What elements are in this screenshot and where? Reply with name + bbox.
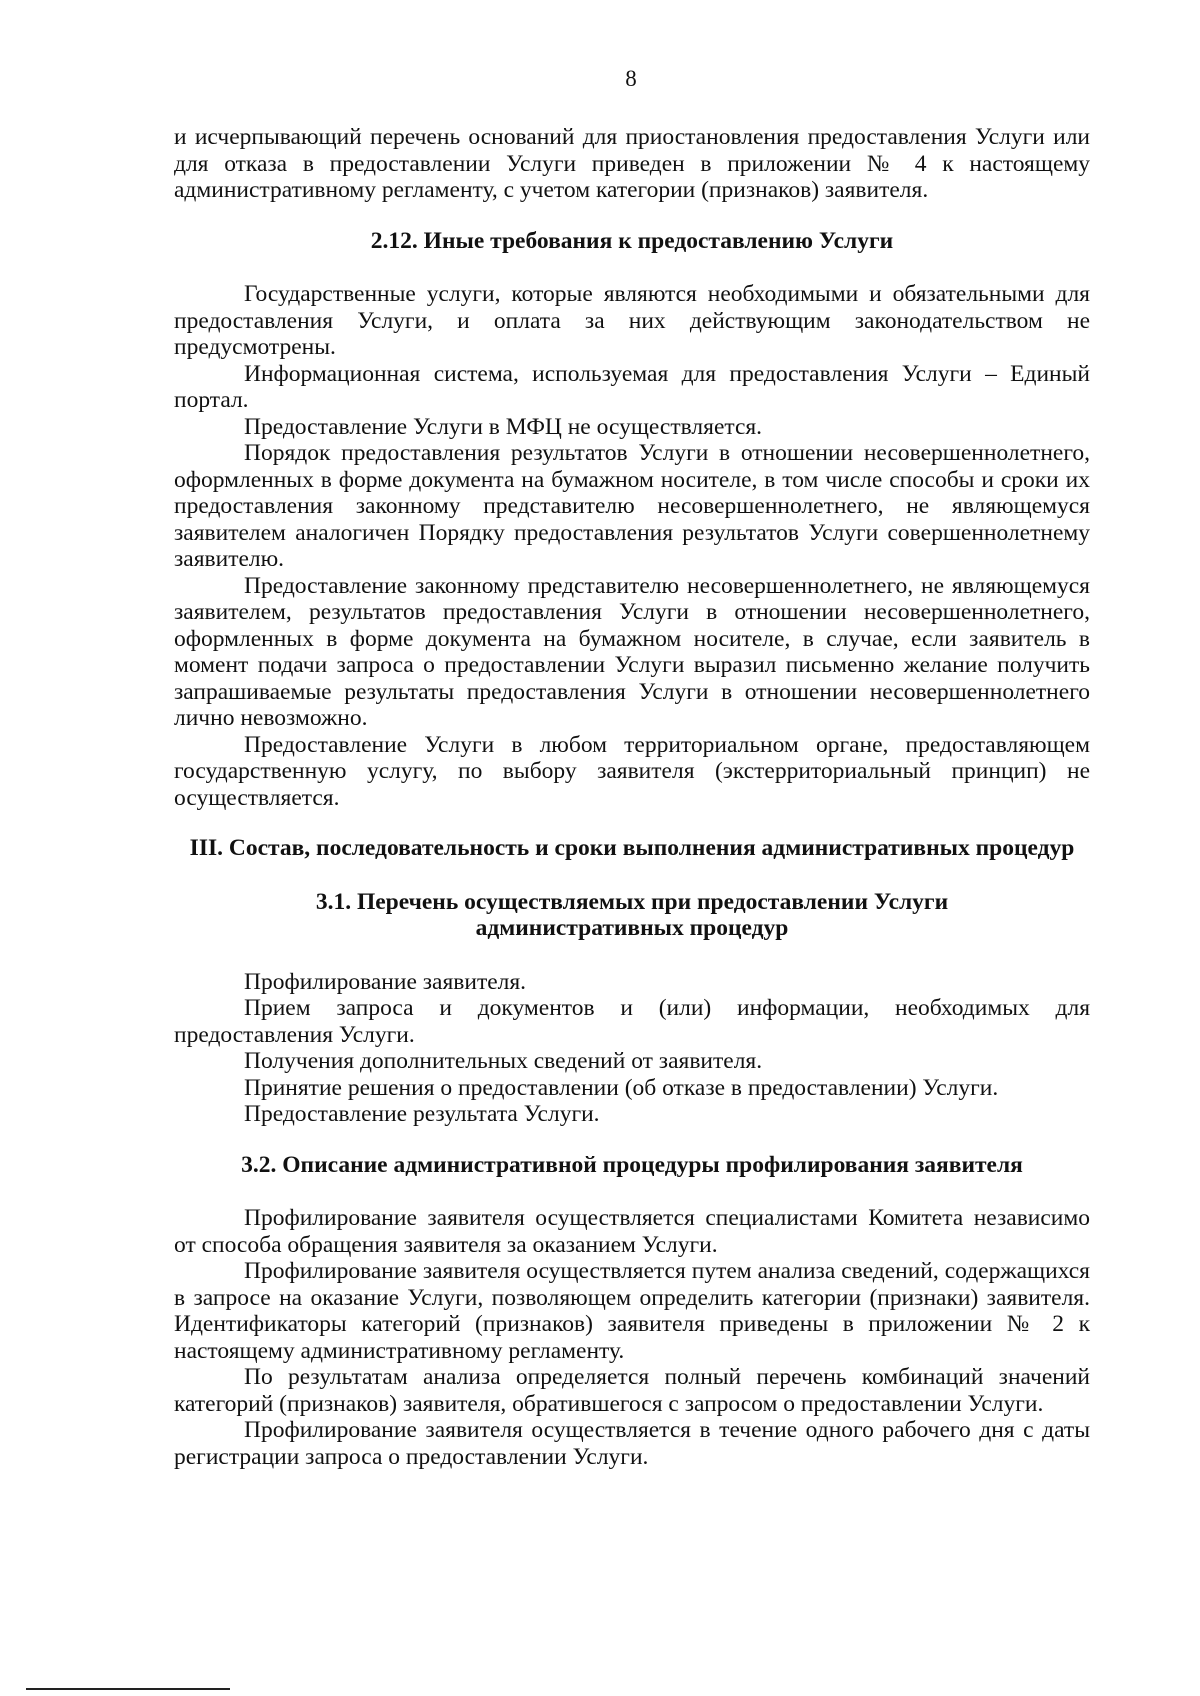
paragraph: Профилирование заявителя осуществляется специалистами Комитета независимо от способа обращения заявителя за оказанием Услуги. xyxy=(174,1205,1090,1258)
section-heading-3-1: 3.1. Перечень осуществляемых при предоставлении Услуги административных процедур xyxy=(315,888,949,941)
page-number: 8 xyxy=(625,66,637,91)
paragraph: По результатам анализа определяется полный перечень комбинаций значений категорий (признаков) заявителя, обратившегося с запросом о предоставлении Услуги. xyxy=(174,1364,1090,1417)
section-heading-3-2: 3.2. Описание административной процедуры профилирования заявителя xyxy=(241,1151,1023,1178)
list-item: Профилирование заявителя. xyxy=(244,968,527,995)
footnote-separator xyxy=(26,1688,230,1690)
list-item: Прием запроса и документов и (или) информации, необходимых для предоставления Услуги. xyxy=(174,995,1090,1048)
list-item: Предоставление результата Услуги. xyxy=(244,1101,600,1127)
list-item: Получения дополнительных сведений от заявителя. xyxy=(244,1048,763,1074)
paragraph: Государственные услуги, которые являются необходимыми и обязательными для предоставления Услуги, и оплата за них действующим законодательством не предусмотрены. xyxy=(174,281,1090,360)
chapter-heading-iii: III. Состав, последовательность и сроки выполнения административных процедур xyxy=(189,835,1075,861)
paragraph: Предоставление законному представителю несовершеннолетнего, не являющемуся заявителем, результатов предоставления Услуги в отношении несовершеннолетнего, оформленных в форме документа на бумажном носителе, в случае, если заявитель в момент подачи запроса о предоставлении Услуги выразил письменно желание получить запрашиваемые результаты предоставления Услуги в отношении несовершеннолетнего лично невозможно. xyxy=(174,572,1090,731)
paragraph: Профилирование заявителя осуществляется в течение одного рабочего дня с даты регистрации запроса о предоставлении Услуги. xyxy=(174,1417,1090,1470)
paragraph: Порядок предоставления результатов Услуги в отношении несовершеннолетнего, оформленных в форме документа на бумажном носителе, в том числе способы и сроки их предоставления законному представителю несовершеннолетнего, не являющемуся заявителем аналогичен Порядку предоставления результатов Услуги совершеннолетнему заявителю. xyxy=(174,440,1090,572)
document-body xyxy=(174,124,1090,1470)
paragraph: Предоставление Услуги в МФЦ не осуществляется. xyxy=(244,413,763,440)
paragraph: Профилирование заявителя осуществляется путем анализа сведений, содержащихся в запросе на оказание Услуги, позволяющем определить категории (признаки) заявителя. Идентификаторы категорий (признаков) заявителя приведены в приложении № 2 к настоящему административному регламенту. xyxy=(174,1258,1090,1364)
section-heading-2-12: 2.12. Иные требования к предоставлению Услуги xyxy=(370,227,894,254)
paragraph: и исчерпывающий перечень оснований для приостановления предоставления Услуги или для отказа в предоставлении Услуги приведен в приложении № 4 к настоящему административному регламенту, с учетом категории (признаков) заявителя. xyxy=(174,124,1090,203)
paragraph: Предоставление Услуги в любом территориальном органе, предоставляющем государственную услугу, по выбору заявителя (экстерриториальный принцип) не осуществляется. xyxy=(174,731,1090,811)
list-item: Принятие решения о предоставлении (об отказе в предоставлении) Услуги. xyxy=(244,1074,999,1101)
paragraph: Информационная система, используемая для предоставления Услуги – Единый портал. xyxy=(174,360,1090,413)
